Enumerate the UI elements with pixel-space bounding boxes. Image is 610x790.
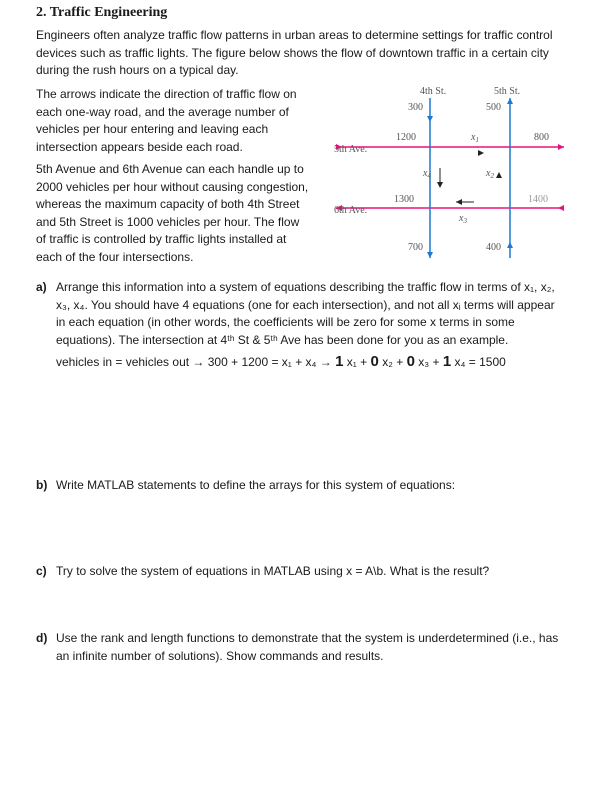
question-b (36, 477, 456, 495)
coef-1: 1 (335, 353, 344, 370)
question-a-text: Arrange this information into a system of equations describing the traffic flow in terms of x₁, x₂, x₃, x₄. You should have 4 equations (one for each intersection), and not all xᵢ terms will appear in each equation (in other words, the coefficients will be zero for some x terms in some equations). The intersection at 4ᵗʰ St & 5ᵗʰ Ave has been done for you as an example. (56, 280, 555, 347)
term-3: x₃ + (418, 355, 440, 369)
label-x4: $x_4$ (423, 168, 431, 180)
equation-lhs: vehicles in = vehicles out → 300 + 1200 = x₁ + x₄ → (56, 355, 332, 369)
traffic-diagram (328, 80, 578, 260)
arrows-paragraph: The arrows indicate the direction of traffic flow on each one-way road, and the average number of vehicles per hour entering and leaving each intersection appears beside each road. (36, 87, 297, 154)
label-1200: 1200 (396, 132, 416, 143)
arrow-st5-up-end (507, 242, 513, 248)
label-6th-ave: 6th Ave. (334, 205, 368, 216)
problem-title: 2. Traffic Engineering (36, 5, 168, 20)
coef-4: 1 (442, 353, 452, 370)
label-x3: $x_3$ (459, 213, 467, 225)
arrow-x4-head (437, 182, 443, 188)
question-b-text: Write MATLAB statements to define the arrays for this system of equations: (56, 478, 456, 492)
arrow-ave6-left (558, 205, 564, 211)
arrow-st5-up (507, 98, 513, 104)
label-5th-ave: 5th Ave. (334, 144, 368, 155)
question-d-label: d) (36, 631, 48, 645)
label-700: 700 (408, 242, 423, 253)
question-b-label: b) (36, 478, 48, 492)
arrow-ave5-right-end (558, 144, 564, 150)
label-1300: 1300 (394, 194, 414, 205)
label-400: 400 (486, 242, 501, 253)
label-300: 300 (408, 102, 423, 113)
label-5th-st: 5th St. (494, 86, 521, 97)
arrow-x1 (478, 150, 484, 156)
question-d-text: Use the rank and length functions to demonstrate that the system is underdetermined (i.e., has an infinite number of solutions). Show commands and results. (56, 631, 559, 663)
label-x1: $x_1$ (471, 132, 479, 144)
arrow-st4-down (427, 116, 433, 122)
label-4th-st: 4th St. (420, 86, 447, 97)
question-c (36, 563, 490, 581)
capacity-paragraph: 5th Avenue and 6th Avenue can each handle up to 2000 vehicles per hour without causing congestion, whereas the maximum capacity of both 4th Street and 5th Street is 1000 vehicles per hour. The flow of traffic is controlled by traffic lights installed at each of the four intersections. (36, 162, 309, 264)
example-equation (56, 353, 506, 370)
label-1400: 1400 (528, 194, 548, 205)
question-c-text: Try to solve the system of equations in MATLAB using x = A\b. What is the result? (56, 564, 490, 578)
intro-paragraph: Engineers often analyze traffic flow patterns in urban areas to determine settings for traffic control devices such as traffic lights. The figure below shows the flow of downtown traffic in a certain city during the rush hours on a typical day. (36, 28, 553, 77)
term-1: x₁ + (346, 355, 368, 369)
arrow-st4-down-end (427, 252, 433, 258)
coef-3: 0 (406, 353, 415, 370)
term-2: x₂ + (382, 355, 404, 369)
term-4: x₄ = 1500 (454, 355, 506, 369)
question-c-label: c) (36, 564, 47, 578)
question-a-label: a) (36, 280, 47, 294)
label-500: 500 (486, 102, 501, 113)
coef-2: 0 (370, 353, 379, 370)
label-800: 800 (534, 132, 549, 143)
question-a (36, 279, 561, 347)
arrow-x3-head (456, 199, 462, 205)
label-x2: $x_2$ (486, 168, 494, 180)
question-d (36, 630, 559, 663)
arrow-x2-head (496, 172, 502, 178)
